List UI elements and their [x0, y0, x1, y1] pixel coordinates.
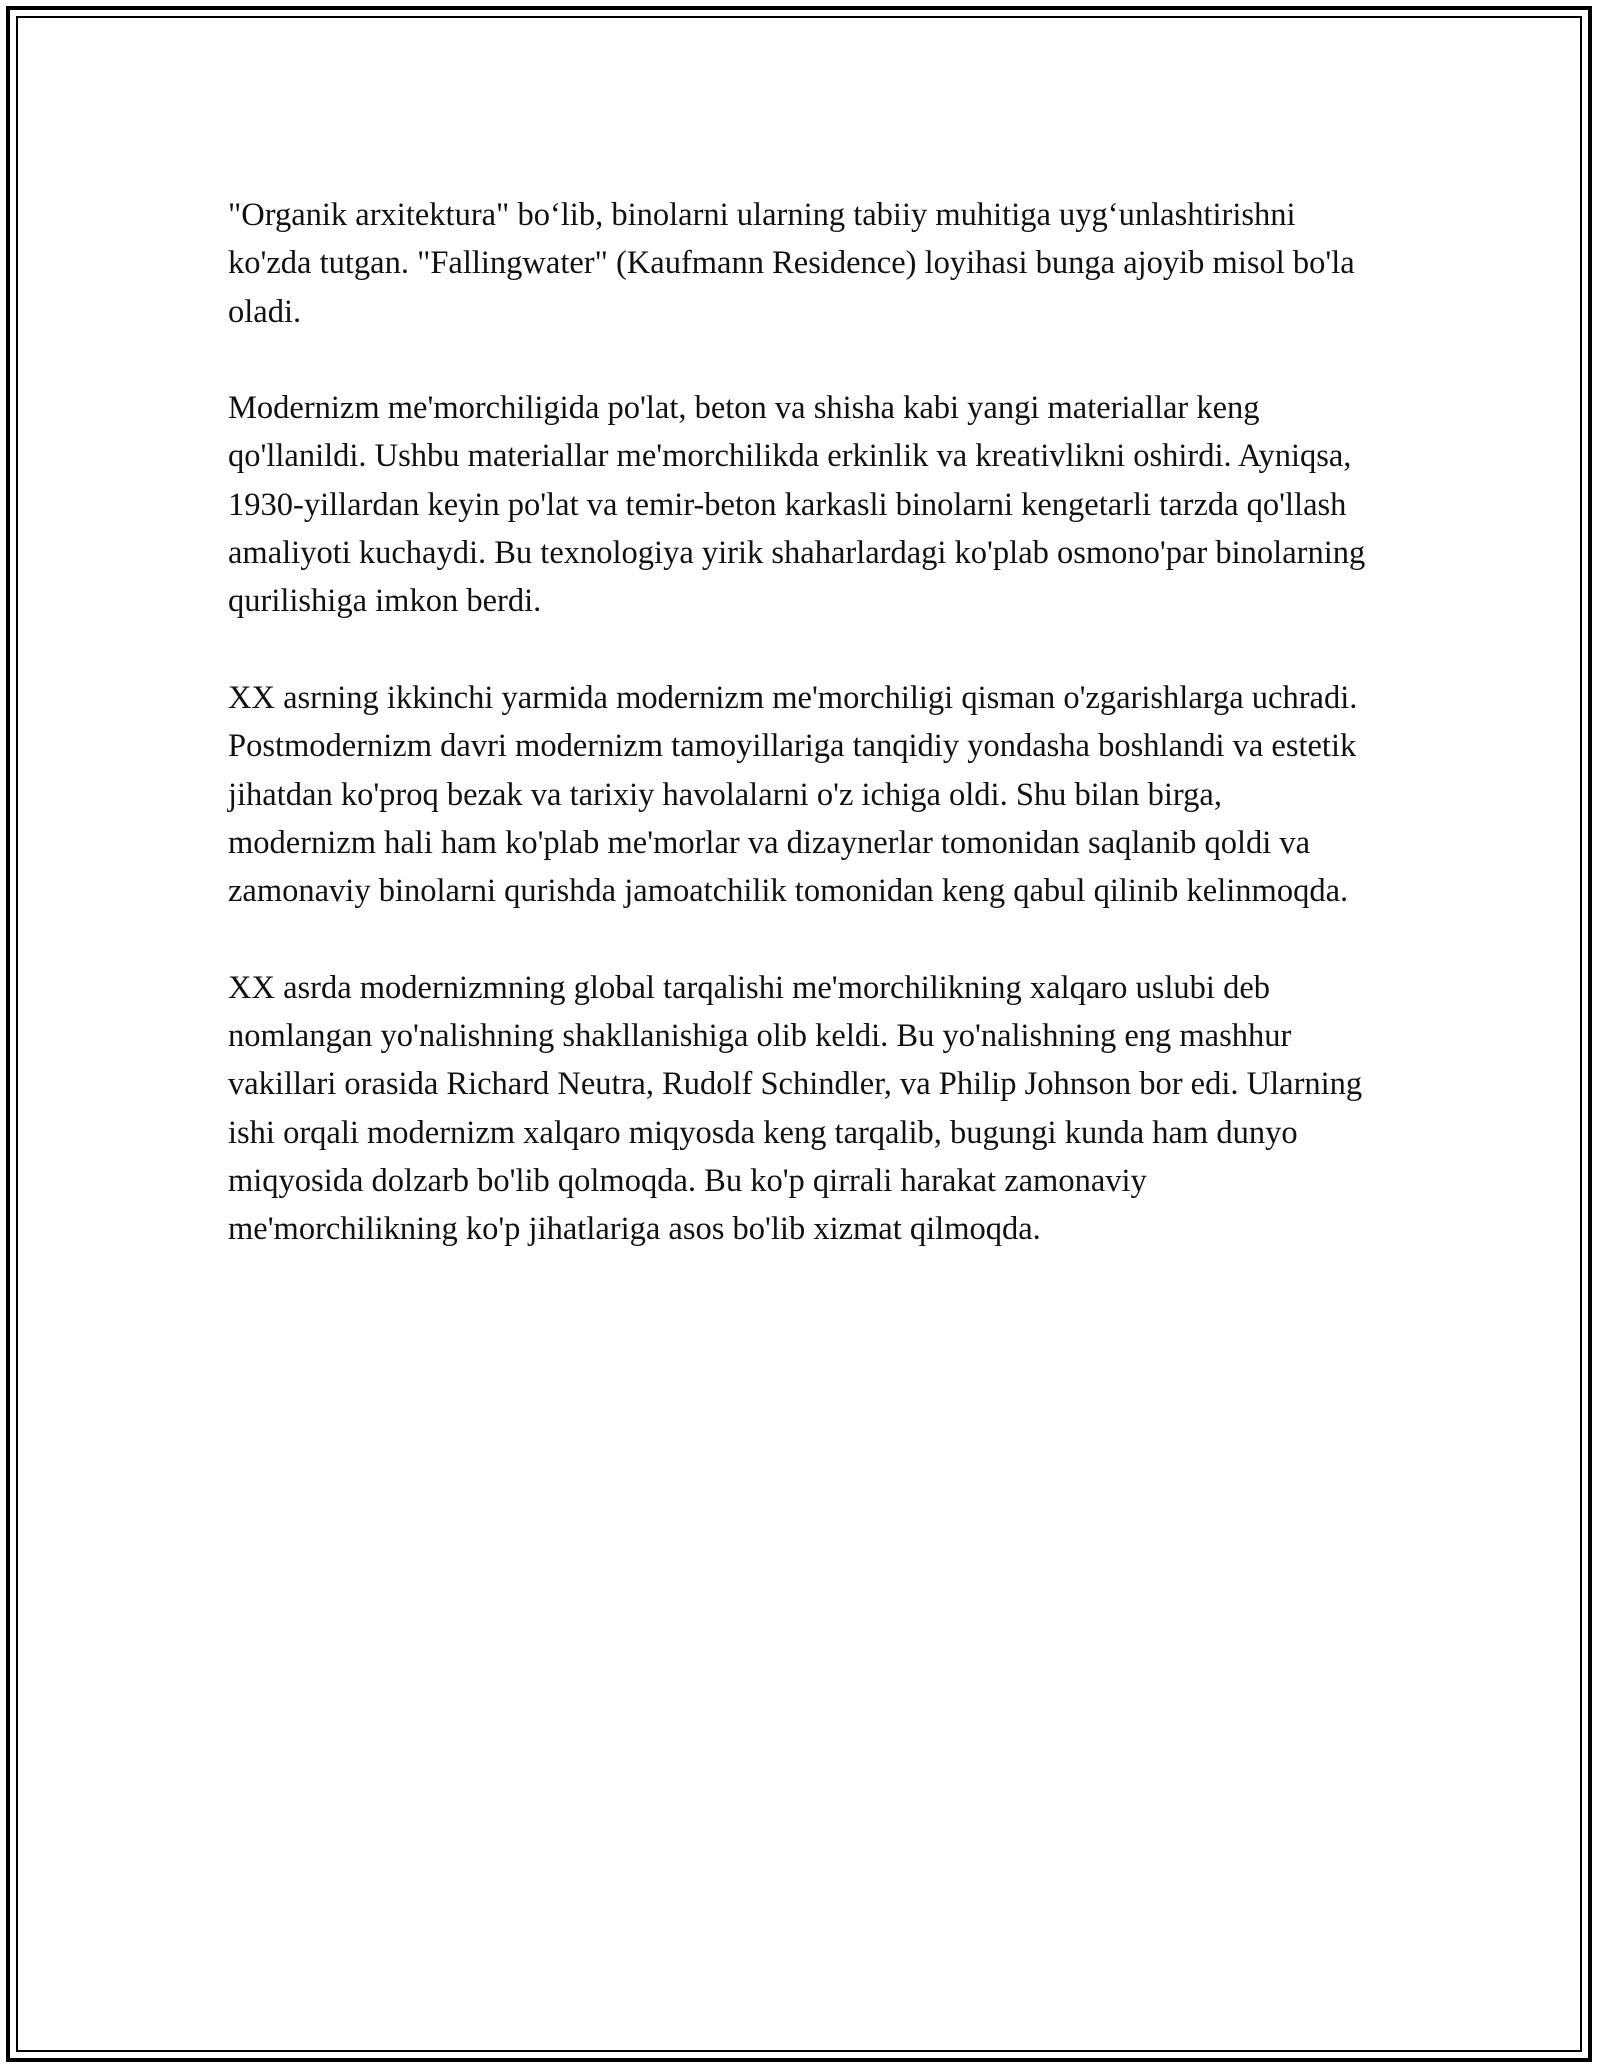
paragraph-postmodernism: XX asrning ikkinchi yarmida modernizm me'morchiligi qisman o'zgarishlarga uchradi. Postmodernizm davri modernizm tamoyillariga tanqidiy yondasha boshlandi va estetik jihatdan ko'proq bezak va tarixiy havolalarni o'z ichiga oldi. Shu bilan birga, modernizm hali ham ko'plab me'morlar va dizaynerlar tomonidan saqlanib qoldi va zamonaviy binolarni qurishda jamoatchilik tomonidan keng qabul qilinib kelinmoqda.	[228, 679, 1358, 910]
paragraph-international-style: XX asrda modernizmning global tarqalishi me'morchilikning xalqaro uslubi deb nomlangan yo'nalishning shakllanishiga olib keldi. Bu yo'nalishning eng mashhur vakillari orasida Richard Neutra, Rudolf Schindler, va Philip Johnson bor edi. Ularning ishi orqali modernizm xalqaro miqyosda keng tarqalib, bugungi kunda ham dunyo miqyosida dolzarb bo'lib qolmoqda. Bu ko'p qirrali harakat zamonaviy me'morchilikning ko'p jihatlariga asos bo'lib xizmat qilmoqda.	[228, 969, 1363, 1248]
paragraph-organic-architecture: "Organik arxitektura" bo‘lib, binolarni ularning tabiiy muhitiga uyg‘unlashtirishni ko'zda tutgan. "Fallingwater" (Kaufmann Residence) loyihasi bunga ajoyib misol bo'la oladi.	[228, 197, 1355, 330]
page-frame-outer	[6, 6, 1592, 2062]
paragraph-modernism-materials: Modernizm me'morchiligida po'lat, beton va shisha kabi yangi materiallar keng qo'llanildi. Ushbu materiallar me'morchilikda erkinlik va kreativlikni oshirdi. Ayniqsa, 1930-yillardan keyin po'lat va temir-beton karkasli binolarni kengetarli tarzda qo'llash amaliyoti kuchaydi. Bu texnologiya yirik shaharlardagi ko'plab osmono'par binolarning qurilishiga imkon berdi.	[228, 390, 1366, 620]
document-body	[228, 191, 1378, 1302]
